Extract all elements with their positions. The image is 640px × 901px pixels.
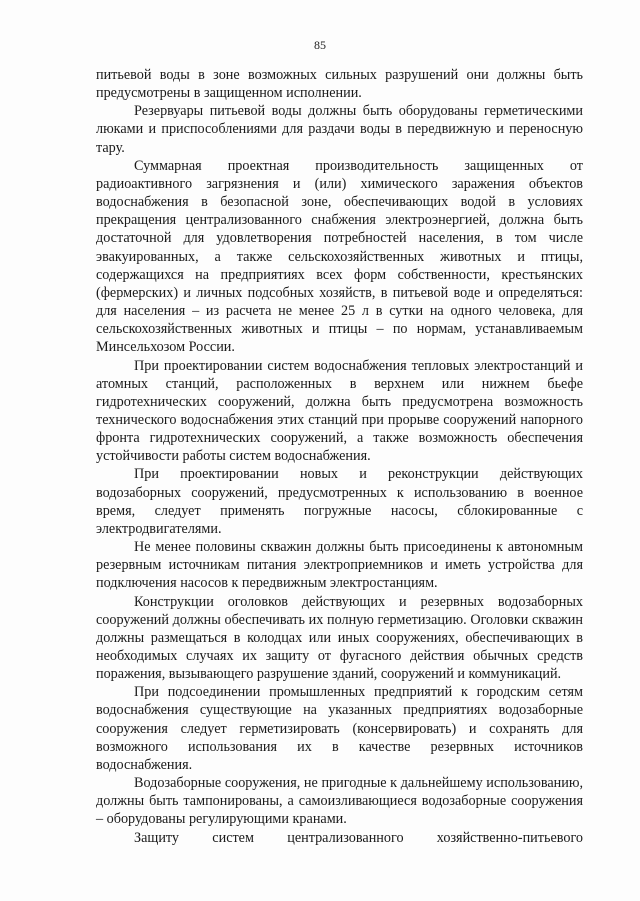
page-number: 85 bbox=[314, 38, 326, 52]
paragraph: При проектировании систем водоснабжения тепловых электростанций и атомных станций, расположенных в верхнем или нижнем бьефе гидротехнических сооружений, должна быть предусмотрена возможность технического водоснабжения этих станций при прорыве сооружений напорного фронта гидротехнических сооружений, а также возможность обеспечения устойчивости работы систем водоснабжения. bbox=[96, 357, 583, 465]
paragraph: Защиту систем централизованного хозяйственно-питьевого bbox=[134, 829, 583, 846]
paragraph: Не менее половины скважин должны быть присоединены к автономным резервным источникам питания электроприемников и иметь устройства для подключения насосов к передвижным электростанциям. bbox=[96, 539, 583, 592]
paragraph: Водозаборные сооружения, не пригодные к дальнейшему использованию, должны быть тампонированы, а самоизливающиеся водозаборные сооружения – оборудованы регулирующими кранами. bbox=[96, 775, 583, 828]
document-body bbox=[96, 66, 583, 847]
paragraph: Конструкции оголовков действующих и резервных водозаборных сооружений должны обеспечивать их полную герметизацию. Оголовки скважин должны размещаться в колодцах или иных сооружениях, обеспечивающих в необходимых случаях их защиту от фугасного действия обычных средств поражения, вызывающего разрушение зданий, сооружений и коммуникаций. bbox=[96, 593, 583, 683]
paragraph: Суммарная проектная производительность защищенных от радиоактивного загрязнения и (или) химического заражения объектов водоснабжения в безопасной зоне, обеспечивающих водой в условиях прекращения централизованного снабжения электроэнергией, должна быть достаточной для удовлетворения потребностей населения, в том числе эвакуированных, а также сельскохозяйственных животных и птицы, содержащихся на предприятиях всех форм собственности, крестьянских (фермерских) и личных подсобных хозяйств, в питьевой воде и определяться: для населения – из расчета не менее 25 л в сутки на одного человека, для сельскохозяйственных животных и птицы – по нормам, устанавливаемым Минсельхозом России. bbox=[96, 157, 583, 356]
paragraph: При проектировании новых и реконструкции действующих водозаборных сооружений, предусмотренных к использованию в военное время, следует применять погружные насосы, сблокированные с электродвигателями. bbox=[96, 466, 583, 537]
paragraph: Резервуары питьевой воды должны быть оборудованы герметическими люками и приспособлениями для раздачи воды в передвижную и переносную тару. bbox=[96, 103, 583, 156]
paragraph: При подсоединении промышленных предприятий к городским сетям водоснабжения существующие на указанных предприятиях водозаборные сооружения следует герметизировать (консервировать) и сохранять для возможного использования их в качестве резервных источников водоснабжения. bbox=[96, 684, 583, 773]
paragraph: питьевой воды в зоне возможных сильных разрушений они должны быть предусмотрены в защищенном исполнении. bbox=[96, 67, 583, 102]
